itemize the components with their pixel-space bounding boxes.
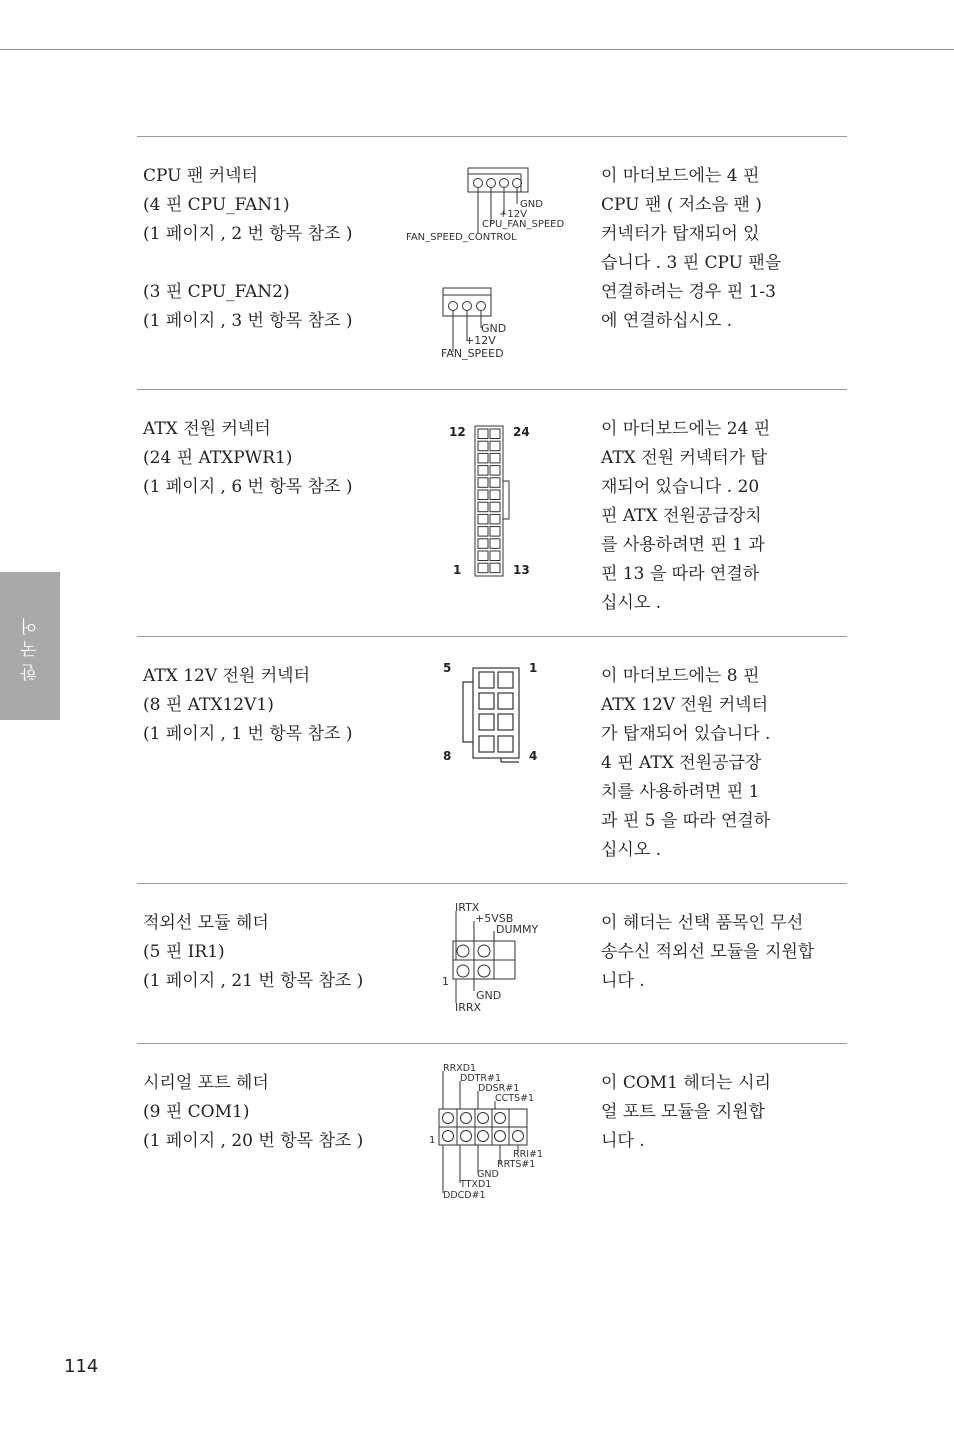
pin-label-13: 13 xyxy=(513,563,530,577)
desc-line: 핀 ATX 전원공급장치 xyxy=(601,506,762,526)
connector-pin xyxy=(478,453,488,463)
pin-label-fan-speed: FAN_SPEED xyxy=(441,347,504,360)
label-line: ATX 전원 커넥터 xyxy=(143,419,271,439)
row-label xyxy=(143,162,413,336)
separator xyxy=(137,636,847,637)
connector-pin xyxy=(490,551,500,561)
pin-label-ddtr1: DDTR#1 xyxy=(460,1073,502,1084)
label-line: 시리얼 포트 헤더 xyxy=(143,1073,269,1093)
desc-line: ATX 전원 커넥터가 탑 xyxy=(601,448,767,468)
row-cpu-fan xyxy=(137,140,847,388)
label-line: (3 핀 CPU_FAN2) xyxy=(143,282,290,302)
pin-label-gnd: GND xyxy=(477,1169,499,1180)
desc-line: 핀 13 을 따라 연결하 xyxy=(601,564,760,584)
connector-pin xyxy=(490,478,500,488)
desc-line: 커넥터가 탑재되어 있 xyxy=(601,224,760,244)
label-line: (1 페이지 , 2 번 항목 참조 ) xyxy=(143,224,353,244)
label-line: (1 페이지 , 21 번 항목 참조 ) xyxy=(143,971,364,991)
pin-label-rri1: RRI#1 xyxy=(513,1149,544,1160)
serial-header-diagram xyxy=(427,1061,557,1203)
row-description xyxy=(601,162,847,336)
pin-label-gnd: GND xyxy=(481,322,507,335)
label-line: (1 페이지 , 3 번 항목 참조 ) xyxy=(143,311,353,331)
separator xyxy=(137,389,847,390)
desc-line: 습니다 . 3 핀 CPU 팬을 xyxy=(601,253,782,273)
pin-label-1: 1 xyxy=(529,661,538,675)
label-line: (5 핀 IR1) xyxy=(143,942,225,962)
desc-line: 4 핀 ATX 전원공급장 xyxy=(601,753,762,773)
row-label xyxy=(143,662,413,749)
pin-label-ddsr1: DDSR#1 xyxy=(478,1083,520,1094)
desc-line: 과 핀 5 을 따라 연결하 xyxy=(601,811,771,831)
language-side-tab xyxy=(0,572,60,720)
atx-12v-8pin-diagram xyxy=(437,658,547,768)
connector-pin xyxy=(490,441,500,451)
row-description xyxy=(601,415,847,618)
pin-label-ddcd1: DDCD#1 xyxy=(443,1190,486,1201)
pin-label-12: 12 xyxy=(449,425,466,439)
label-line: (9 핀 COM1) xyxy=(143,1102,250,1122)
desc-line: 이 마더보드에는 24 핀 xyxy=(601,419,771,439)
desc-line: 재되어 있습니다 . 20 xyxy=(601,477,760,497)
desc-line: 연결하려는 경우 핀 1-3 xyxy=(601,282,776,302)
pin-label-5: 5 xyxy=(443,661,452,675)
pin-label-1: 1 xyxy=(453,563,462,577)
desc-line: CPU 팬 ( 저소음 팬 ) xyxy=(601,195,762,215)
row-label xyxy=(143,909,413,996)
desc-line: 얼 포트 모듈을 지원합 xyxy=(601,1102,766,1122)
desc-line: 이 마더보드에는 8 핀 xyxy=(601,666,760,686)
label-line: (24 핀 ATXPWR1) xyxy=(143,448,293,468)
connector-pin xyxy=(490,453,500,463)
row-label xyxy=(143,415,413,502)
connector-pin xyxy=(490,539,500,549)
connector-pin xyxy=(478,490,488,500)
connector-pin xyxy=(490,466,500,476)
connector-pin xyxy=(478,478,488,488)
connector-pin xyxy=(478,466,488,476)
label-line: (4 핀 CPU_FAN1) xyxy=(143,195,290,215)
pin-label-ttxd1: TTXD1 xyxy=(460,1179,492,1190)
cpu-fan1-diagram xyxy=(403,162,573,246)
connector-pin xyxy=(490,502,500,512)
connector-pin xyxy=(490,527,500,537)
desc-line: 십시오 . xyxy=(601,593,662,613)
cpu-fan2-diagram xyxy=(437,284,547,366)
label-line: (8 핀 ATX12V1) xyxy=(143,695,274,715)
row-description xyxy=(601,662,847,865)
pin-label-1: 1 xyxy=(442,975,449,988)
pin-label-irtx: IRTX xyxy=(455,901,480,914)
side-tab-label: 한국어 xyxy=(20,611,41,681)
connector-pin xyxy=(478,502,488,512)
connector-pin xyxy=(478,563,488,573)
desc-line: 를 사용하려면 핀 1 과 xyxy=(601,535,765,555)
row-description xyxy=(601,909,847,996)
connector-pin xyxy=(478,527,488,537)
separator xyxy=(137,136,847,137)
row-atx-power xyxy=(137,393,847,635)
pin-label-12v: +12V xyxy=(499,209,527,220)
desc-line: 이 헤더는 선택 품목인 무선 xyxy=(601,913,804,933)
connector-pin xyxy=(490,563,500,573)
pin-label-24: 24 xyxy=(513,425,530,439)
row-ir-header xyxy=(137,887,847,1042)
pin-label-1: 1 xyxy=(429,1135,436,1146)
connector-pin xyxy=(478,514,488,524)
label-line: (1 페이지 , 6 번 항목 참조 ) xyxy=(143,477,353,497)
row-label xyxy=(143,1069,413,1156)
label-line: 적외선 모듈 헤더 xyxy=(143,913,269,933)
pin-label-gnd: GND xyxy=(476,989,502,1002)
desc-line: 치를 사용하려면 핀 1 xyxy=(601,782,760,802)
desc-line: 이 마더보드에는 4 핀 xyxy=(601,166,760,186)
pin-label-12v: +12V xyxy=(465,334,496,347)
label-line: CPU 팬 커넥터 xyxy=(143,166,258,186)
connector-pin xyxy=(490,514,500,524)
pin-label-5vsb: +5VSB xyxy=(475,912,514,925)
desc-line: 십시오 . xyxy=(601,840,662,860)
pin-label-fan-speed-control: FAN_SPEED_CONTROL xyxy=(406,232,517,243)
connector-pin xyxy=(490,490,500,500)
pin-label-gnd: GND xyxy=(520,199,543,210)
page-number: 114 xyxy=(64,1356,99,1377)
connector-pin xyxy=(490,429,500,439)
pin-label-4: 4 xyxy=(529,749,538,763)
pin-label-cpu-fan-speed: CPU_FAN_SPEED xyxy=(482,219,565,230)
label-line: (1 페이지 , 1 번 항목 참조 ) xyxy=(143,724,353,744)
row-description xyxy=(601,1069,847,1156)
desc-line: 이 COM1 헤더는 시리 xyxy=(601,1073,771,1093)
pin-label-irrx: IRRX xyxy=(455,1001,482,1014)
label-line: ATX 12V 전원 커넥터 xyxy=(143,666,311,686)
desc-line: ATX 12V 전원 커넥터 xyxy=(601,695,769,715)
desc-line: 가 탑재되어 있습니다 . xyxy=(601,724,771,744)
connector-pin xyxy=(478,551,488,561)
desc-line: 니다 . xyxy=(601,971,645,991)
pin-label-rrxd1: RRXD1 xyxy=(443,1063,477,1074)
row-atx-12v xyxy=(137,640,847,882)
atx-24pin-diagram xyxy=(439,421,539,583)
pin-label-rrts1: RRTS#1 xyxy=(497,1159,536,1170)
ir-header-diagram xyxy=(437,901,557,1017)
label-line: (1 페이지 , 20 번 항목 참조 ) xyxy=(143,1131,364,1151)
header-rule xyxy=(0,49,954,50)
separator xyxy=(137,883,847,884)
connector-pin xyxy=(478,539,488,549)
separator xyxy=(137,1043,847,1044)
connector-pin xyxy=(478,441,488,451)
pin-label-8: 8 xyxy=(443,749,452,763)
pin-label-dummy: DUMMY xyxy=(496,923,539,936)
connector-pin xyxy=(478,429,488,439)
desc-line: 송수신 적외선 모듈을 지원합 xyxy=(601,942,815,962)
desc-line: 에 연결하십시오 . xyxy=(601,311,733,331)
row-serial-header xyxy=(137,1047,847,1207)
desc-line: 니다 . xyxy=(601,1131,645,1151)
pin-label-ccts1: CCTS#1 xyxy=(495,1093,535,1104)
